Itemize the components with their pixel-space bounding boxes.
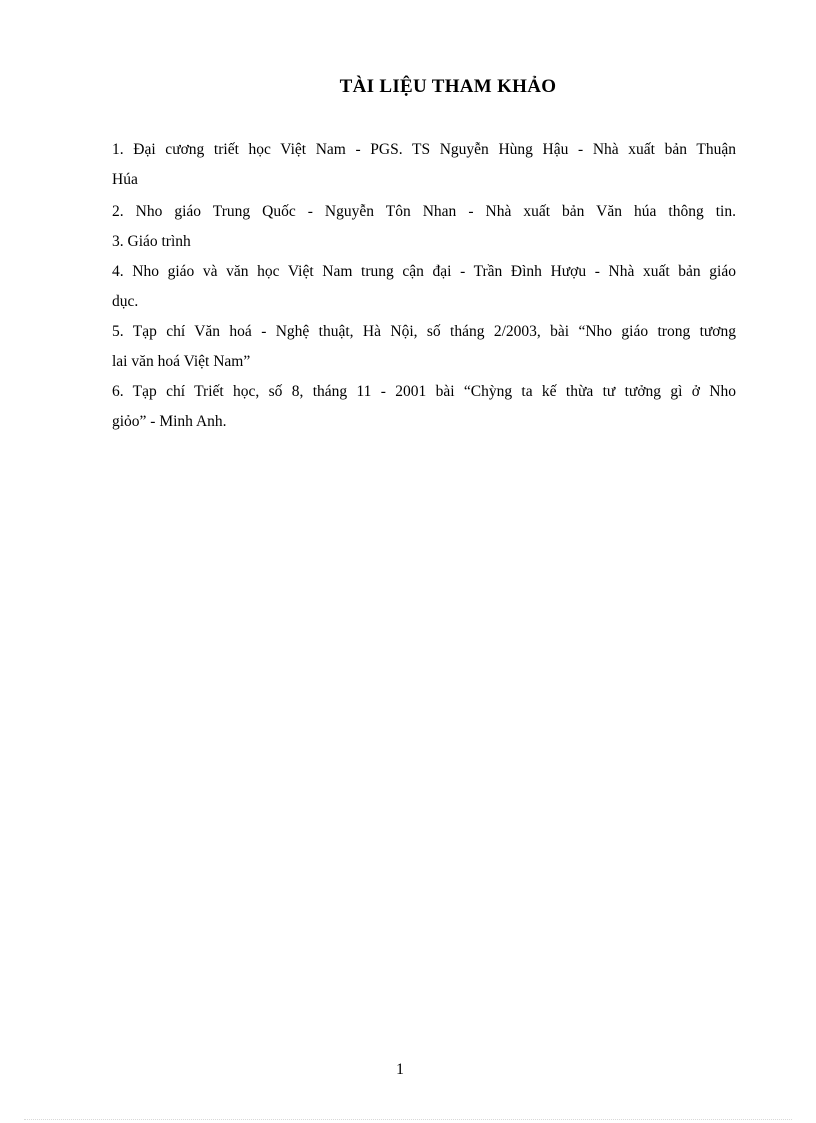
reference-5-line-1: 5. Tạp chí Văn hoá - Nghệ thuật, Hà Nội, số tháng 2/2003, bài “Nho giáo trong tương	[112, 323, 736, 340]
reference-4-line-2: dục.	[112, 293, 139, 310]
reference-5-line-2: lai văn hoá Việt Nam”	[112, 353, 251, 370]
page-title: TÀI LIỆU THAM KHẢO	[339, 76, 557, 97]
reference-6-line-2: giỏo” - Minh Anh.	[112, 413, 227, 430]
reference-4-line-1: 4. Nho giáo và văn học Việt Nam trung cận đại - Trần Đình Hượu - Nhà xuất bản giáo	[112, 263, 736, 280]
reference-1-line-1: 1. Đại cương triết học Việt Nam - PGS. TS Nguyễn Hùng Hậu - Nhà xuất bản Thuận	[112, 141, 736, 158]
page-bottom-divider	[24, 1119, 792, 1120]
reference-1-line-2: Húa	[112, 171, 138, 188]
reference-6-line-1: 6. Tạp chí Triết học, số 8, tháng 11 - 2001 bài “Chỳng ta kế thừa tư tưởng gì ở Nho	[112, 383, 736, 400]
page-number: 1	[396, 1061, 404, 1078]
reference-2-line-1: 2. Nho giáo Trung Quốc - Nguyễn Tôn Nhan - Nhà xuất bản Văn húa thông tin.	[112, 203, 736, 220]
reference-3-line-1: 3. Giáo trình	[112, 233, 191, 250]
